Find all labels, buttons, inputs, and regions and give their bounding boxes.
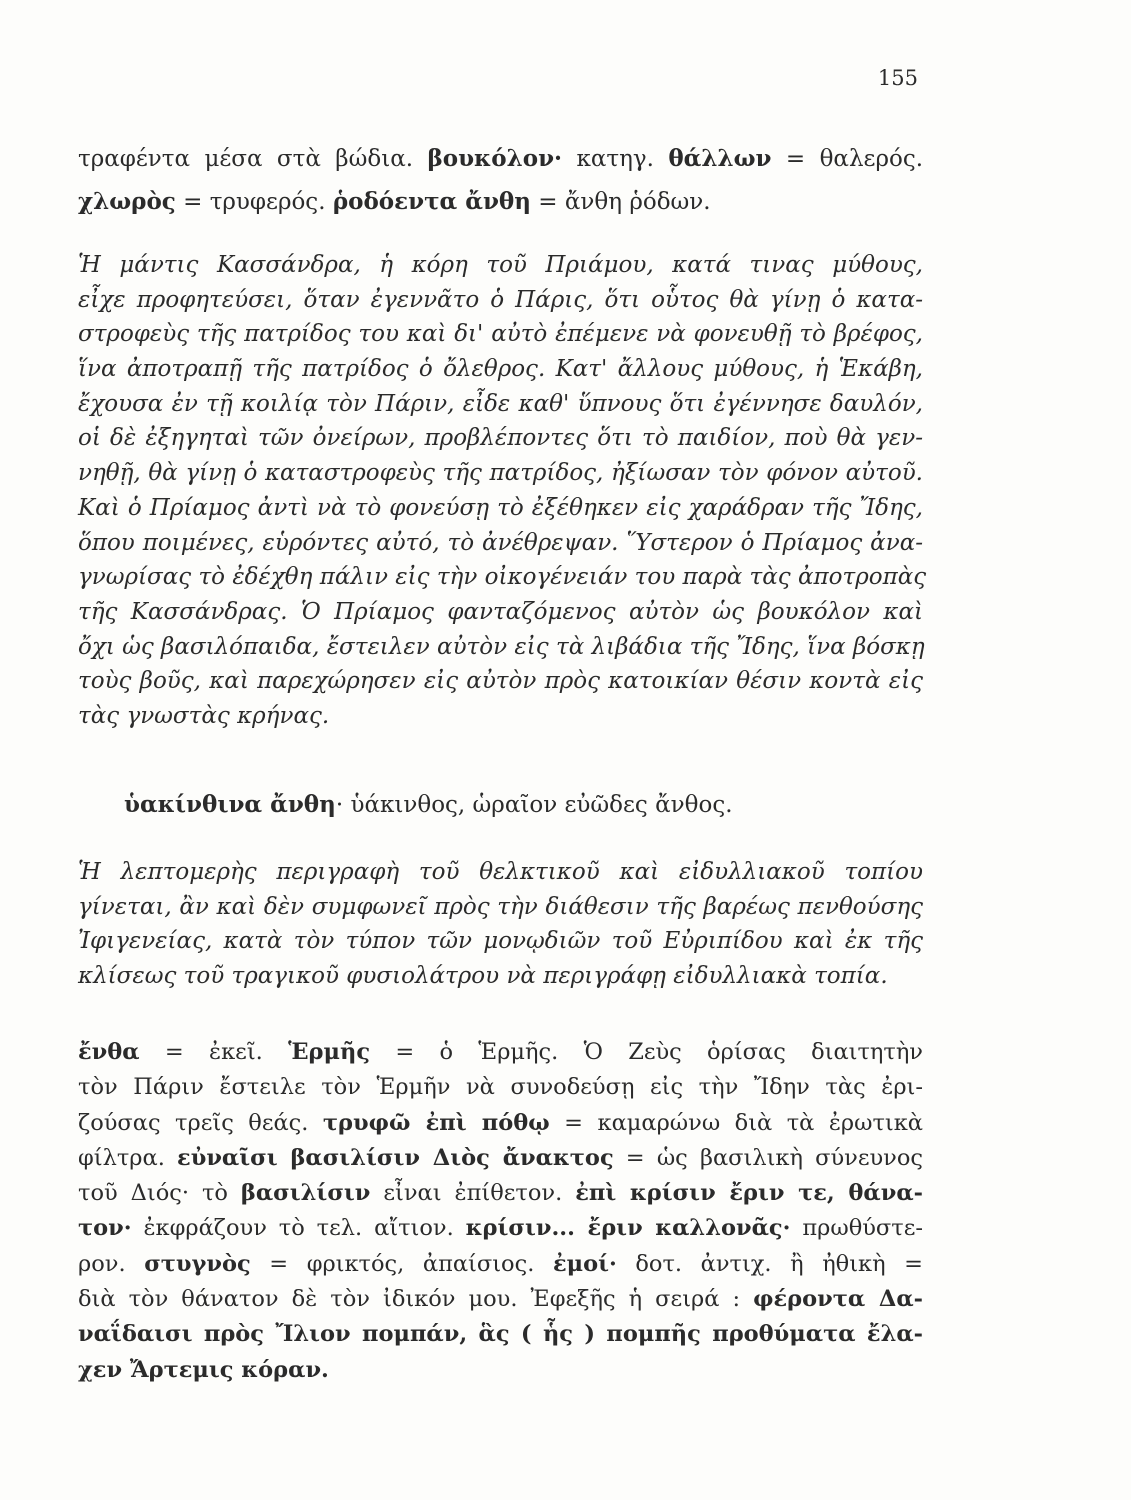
gloss-text: διὰ τὸν θάνατον δὲ τὸν ἰδικόν μου. Ἐφεξῆς ἡ σειρά :	[78, 1286, 754, 1313]
gloss-text: δοτ. ἀντιχ. ἢ ἠθικὴ =	[616, 1250, 924, 1277]
gloss-paragraph-1	[78, 137, 923, 223]
gloss-text: εἶναι ἐπίθετον.	[370, 1180, 576, 1207]
text-line: τοὺς βοῦς, καὶ παρεχώρησεν εἰς αὐτὸν πρὸς κατοικίαν θέσιν κοντὰ εἰς	[78, 668, 923, 695]
text-line	[124, 783, 733, 826]
bold-term: Ἑρμῆς	[288, 1039, 371, 1065]
gloss-text: = ὡς βασιλικὴ σύνευνος	[613, 1144, 923, 1171]
text-line	[78, 1247, 923, 1282]
text-line: γνωρίσας τὸ ἐδέχθη πάλιν εἰς τὴν οἰκογένειάν του παρὰ τὰς ἀποτροπὰς	[78, 564, 927, 591]
text-line	[78, 1141, 923, 1176]
text-line: τὰς γνωστὰς κρήνας.	[78, 702, 330, 729]
gloss-text: ζούσας τρεῖς θεάς.	[78, 1109, 323, 1136]
bold-term: ῥοδόεντα ἄνθη	[332, 188, 531, 215]
gloss-text: τὸν Πάριν ἔστειλε τὸν Ἑρμῆν νὰ συνοδεύσῃ εἰς τὴν Ἴδην τὰς ἐρι-	[78, 1074, 923, 1101]
text-line	[78, 1176, 923, 1211]
text-line	[78, 180, 923, 223]
gloss-text: = θαλερός.	[771, 146, 924, 172]
page-number: 155	[877, 66, 918, 90]
text-line	[78, 1035, 923, 1070]
gloss-paragraph-2	[78, 1035, 923, 1388]
bold-term: εὐναῖσι βασιλίσιν Διὸς ἄνακτος	[177, 1144, 614, 1171]
text-line: Ἡ μάντις Κασσάνδρα, ἡ κόρη τοῦ Πριάμου, κατά τινας μύθους,	[78, 252, 923, 278]
text-line: Ἰφιγενείας, κατὰ τὸν τύπον τῶν μονῳδιῶν τοῦ Εὐριπίδου καὶ ἐκ τῆς	[78, 928, 923, 955]
gloss-text: = ἄνθη ῥόδων.	[530, 189, 711, 215]
gloss-text: = τρυφερός.	[175, 189, 333, 215]
bold-term: θάλλων	[668, 145, 772, 172]
text-line: στροφεὺς τῆς πατρίδος του καὶ δι' αὐτὸ ἐπέμενε νὰ φονευθῇ τὸ βρέφος,	[78, 321, 923, 348]
gloss-text: ἐκφράζουν τὸ τελ. αἴτιον.	[131, 1215, 466, 1242]
text-line	[78, 1070, 923, 1105]
text-line: ἵνα ἀποτραπῇ τῆς πατρίδος ὁ ὄλεθρος. Κατ' ἄλλους μύθους, ἡ Ἑκάβη,	[78, 356, 923, 383]
bold-term: βουκόλον·	[427, 145, 563, 172]
bold-term: βασιλίσιν	[240, 1180, 371, 1207]
bold-term: στυγνὸς	[144, 1250, 251, 1277]
gloss-text: = φρικτός, ἀπαίσιος.	[250, 1250, 553, 1277]
bold-term: ναΐδαισι πρὸς Ἴλιον πομπάν, ἃς ( ἧς ) πομπῆς προθύματα ἔλα-	[78, 1321, 923, 1348]
commentary-paragraph-1	[78, 248, 927, 734]
text-line: ἔχουσα ἐν τῇ κοιλίᾳ τὸν Πάριν, εἶδε καθ' ὕπνους ὅτι ἐγέννησε δαυλόν,	[78, 390, 923, 417]
text-line: Καὶ ὁ Πρίαμος ἀντὶ νὰ τὸ φονεύσῃ τὸ ἐξέθηκεν εἰς χαράδραν τῆς Ἴδης,	[78, 494, 923, 521]
bold-term: ἔνθα	[78, 1039, 140, 1065]
bold-term: τον·	[78, 1215, 132, 1242]
bold-term: ἐπὶ κρίσιν ἔριν τε, θάνα-	[575, 1180, 923, 1207]
gloss-text: φίλτρα.	[78, 1144, 178, 1171]
gloss-text: ρον.	[78, 1250, 145, 1277]
text-line	[78, 1317, 923, 1352]
text-line: τῆς Κασσάνδρας. Ὁ Πρίαμος φανταζόμενος αὐτὸν ὡς βουκόλον καὶ	[78, 598, 923, 625]
text-line	[78, 1353, 923, 1388]
bold-term: φέροντα Δα-	[753, 1286, 924, 1313]
text-line	[78, 1106, 923, 1141]
text-line: Ἡ λεπτομερὴς περιγραφὴ τοῦ θελκτικοῦ καὶ εἰδυλλιακοῦ τοπίου	[78, 859, 923, 885]
gloss-text: πρωθύστε-	[790, 1215, 923, 1242]
text-line: νηθῇ, θὰ γίνῃ ὁ καταστροφεὺς τῆς πατρίδος, ἠξίωσαν τὸν φόνον αὐτοῦ.	[78, 460, 923, 487]
bold-term: τρυφῶ ἐπὶ πόθῳ	[322, 1109, 550, 1136]
gloss-text: · ὑάκινθος, ὡραῖον εὐῶδες ἄνθος.	[335, 792, 733, 818]
text-line: εἶχε προφητεύσει, ὅταν ἐγεννᾶτο ὁ Πάρις, ὅτι οὗτος θὰ γίνῃ ὁ κατα-	[78, 286, 923, 313]
gloss-text: = ἐκεῖ.	[139, 1039, 289, 1065]
text-line: γίνεται, ἂν καὶ δὲν συμφωνεῖ πρὸς τὴν διάθεσιν τῆς βαρέως πενθούσης	[78, 893, 923, 920]
text-line	[78, 1282, 923, 1317]
bold-term: κρίσιν... ἔριν καλλονᾶς·	[465, 1215, 791, 1242]
bold-term: ἐμοί·	[552, 1250, 617, 1277]
commentary-paragraph-2	[78, 855, 923, 994]
text-line: κλίσεως τοῦ τραγικοῦ φυσιολάτρου νὰ περιγράφῃ εἰδυλλιακὰ τοπία.	[78, 963, 888, 990]
gloss-text: = ὁ Ἑρμῆς. Ὁ Ζεὺς ὁρίσας διαιτητὴν	[370, 1039, 923, 1065]
gloss-text: = καμαρώνω διὰ τὰ ἐρωτικὰ	[549, 1109, 923, 1136]
text-line	[78, 1211, 923, 1246]
text-line: οἱ δὲ ἐξηγηταὶ τῶν ὀνείρων, προβλέποντες ὅτι τὸ παιδίον, ποὺ θὰ γεν-	[78, 425, 923, 452]
text-line: ὄχι ὡς βασιλόπαιδα, ἔστειλεν αὐτὸν εἰς τὰ λιβάδια τῆς Ἴδης, ἵνα βόσκῃ	[78, 633, 925, 660]
gloss-text: κατηγ.	[562, 146, 669, 172]
bold-term: χεν Ἄρτεμις κόραν.	[78, 1356, 329, 1383]
text-line: ὅπου ποιμένες, εὑρόντες αὐτό, τὸ ἀνέθρεψαν. Ὕστερον ὁ Πρίαμος ἀνα-	[78, 529, 923, 556]
gloss-hyacinth	[124, 783, 733, 826]
bold-term: χλωρὸς	[78, 188, 176, 215]
text-line	[78, 137, 923, 180]
bold-term: ὑακίνθινα ἄνθη	[124, 791, 336, 818]
gloss-text: τοῦ Διός· τὸ	[78, 1180, 241, 1207]
gloss-text: τραφέντα μέσα στὰ βώδια.	[78, 146, 428, 172]
